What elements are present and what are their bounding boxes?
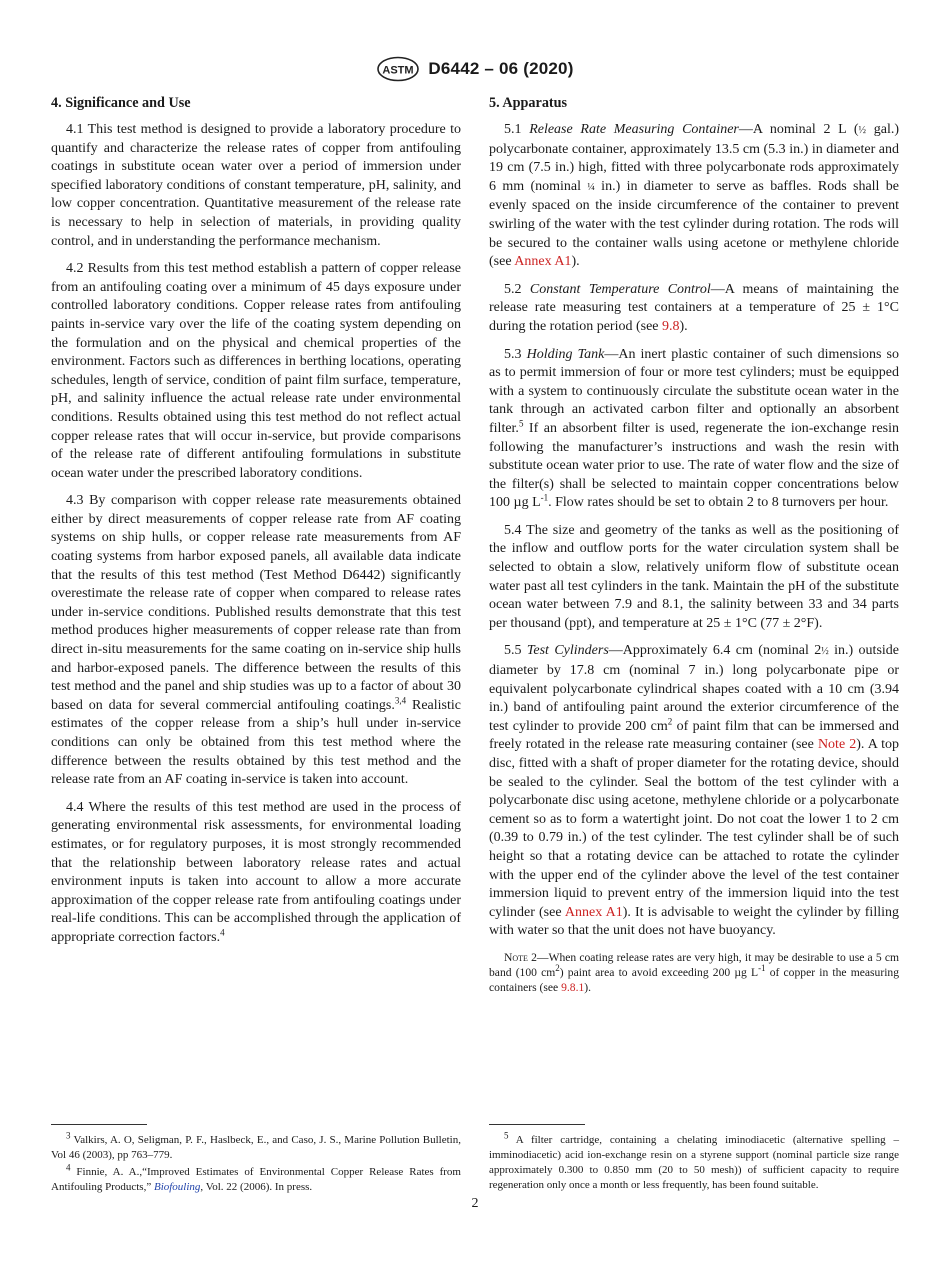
- note-2-link[interactable]: Note 2: [817, 737, 857, 753]
- paragraph-5-1: 5.1 Release Rate Measuring Container—A nominal 2 L (½ gal.) polycarbonate container, approximately 13.5 cm (5.3 in.) in diameter and 19 cm (7.5 in.) high, fitted with three polycarbonate rods approximately 6 mm (nominal ¼ in.) in diameter to serve as baffles. Rods shall be evenly spaced on the inside circumference of the container to prevent swirling of the water with the test cylinder during rotation. The rods will be secured to the container walls using acetone or methylene chloride (see Annex A1).: [489, 122, 899, 270]
- page-number: 2: [471, 1196, 479, 1211]
- paragraph-4-1: 4.1 This test method is designed to provide a laboratory procedure to quantify and characterize the release rates of copper from antifouling coatings in substitute ocean water over a period of immersion under specified laboratory conditions of constant temperature, pH, salinity, and low copper concentration. Quantitative measurement of the release rate is necessary to help in selection of materials, in providing quality control, and in understanding the performance mechanism.: [51, 122, 461, 249]
- footnote-ref-3-4[interactable]: 3,4: [394, 695, 407, 706]
- section-5-heading: 5. Apparatus: [489, 95, 568, 111]
- footnote-ref-4[interactable]: 4: [220, 927, 225, 938]
- paragraph-4-2: 4.2 Results from this test method establish a pattern of copper release from an antifouling coating over a minimum of 45 days exposure under controlled laboratory conditions. Copper release rates from antifouling paints in-service vary over the life of the coating system depending on the formulation and on the physical and chemical properties of the environment. Factors such as differences in berthing locations, operating schedules, length of service, condition of paint film surface, temperature, pH, and salinity influence the actual release rate under environmental conditions. Results obtained using this test method do not reflect actual copper release rates that will occur in-service, but provide comparisons of the release rate of different antifouling formulations in substitute ocean water under the prescribed laboratory conditions.: [51, 261, 461, 481]
- paragraph-5-2: 5.2 Constant Temperature Control—A means of maintaining the release rate measuring test containers at a temperature of 25 ± 1°C during the rotation period (see 9.8).: [489, 281, 900, 334]
- footnote-ref-5[interactable]: 5: [518, 418, 524, 429]
- paragraph-5-3: 5.3 Holding Tank—An inert plastic container of such dimensions so as to permit immersion of four or more test cylinders; must be equipped with a system to continuously circulate the substitute ocean water in the tank through an activated carbon filter and optionally an absorbent filter.$^5$ If an absorbent filter is used, regenerate the ion-exchange resin following the manufacturer’s instructions and wash the resin with substitute ocean water prior to use. The rate of water flow and the size of the filter(s) shall be selected to maintain copper concentrations below 100 µg $L^{-1}$. Flow rates should be set to obtain 2 to 8 turnovers per hour.: [489, 346, 900, 511]
- footnotes-left: [51, 1130, 461, 1197]
- footnote-divider-left: [51, 1124, 147, 1125]
- biofouling-link[interactable]: Biofouling: [153, 1181, 201, 1193]
- annex-a1-link[interactable]: Annex A1: [514, 254, 572, 270]
- right-column: [489, 94, 899, 995]
- page-header: [0, 56, 950, 82]
- section-9-8-link[interactable]: 9.8: [662, 318, 680, 334]
- astm-logo-icon: [376, 56, 420, 82]
- footnote-4: $^4$ Finnie, A. A.,“Improved Estimates of Environmental Copper Release Rates from Antifouling Products,” Biofouling, Vol. 22 (2006). In press.: [51, 1162, 461, 1193]
- note-2: Note 2—When coating release rates are very high, it may be desirable to use a 5 cm band (100 $cm^2$) paint area to avoid exceeding 200 µg $L^{-1}$ of copper in the measuring containers (see 9.8.1).: [489, 950, 900, 994]
- standard-designation: D6442 – 06 (2020): [428, 59, 574, 78]
- footnote-5: $^5$ A filter cartridge, containing a chelating iminodiacetic (alternative spelling – imminodiacetic) acid ion-exchange resin on a styrene support (nominal particle size range approximately 0.300 to 0.850 mm (20 to 50 mesh)) of sufficient capacity to require regeneration only once a month or less frequently, has been found suitable.: [489, 1130, 899, 1191]
- footnote-3: $^3$ Valkirs, A. O, Seligman, P. F., Haslbeck, E., and Caso, J. S., Marine Pollution Bulletin, Vol 46 (2003), pp 763–779.: [51, 1130, 461, 1161]
- paragraph-5-4: 5.4 The size and geometry of the tanks as well as the positioning of the inflow and outflow ports for the water circulation system shall be selected to obtain a slow, relatively uniform flow of substitute ocean water past all test cylinders in the tank. Maintain the pH of the substitute ocean water between 7.9 and 8.1, the salinity between 33 and 34 parts per thousand (ppt), and temperature at 25 ± 1°C (77 ± 2°F).: [489, 522, 899, 631]
- section-4-heading: 4. Significance and Use: [51, 95, 191, 111]
- note-label: Note 2: [504, 950, 537, 964]
- footnotes-right: [489, 1130, 899, 1195]
- annex-a1-link-2[interactable]: Annex A1: [564, 904, 623, 920]
- svg-text:ASTM: ASTM: [382, 64, 414, 77]
- paragraph-4-4: 4.4 Where the results of this test method are used in the process of generating environmental risk assessments, for environmental loading estimates, or for regulatory purposes, it is most strongly recommended that the relationship between laboratory release rates and actual environment inputs is taken into account to allow a more accurate approximation of the copper release rate from antifouling coatings under real-life conditions. This can be accomplished through the application of appropriate correction factors.$^4$: [51, 799, 461, 945]
- paragraph-4-3: 4.3 By comparison with copper release rate measurements obtained either by direct measurements of copper release rate from AF coating systems on ship hulls, or copper release rate measurements from AF coating systems from harbor exposed panels, all available data indicate that the results of this test method (Test Method D6442) significantly overestimate the release rate of copper when compared to release rates under in-service conditions. Published results demonstrate that this test method produces higher measurements of copper release rate than from direct in-situ measurements for the same coating on in-service ship hulls and harbor-exposed panels. The difference between the results of this test method and the panel and ship studies was up to a factor of about 30 based on data for several commercial antifouling coatings.$^{3,4}$ Realistic estimates of the copper release from a ship’s hull under in-service conditions can only be obtained from this test method where the difference between the results obtained by this test method and the release rate from an AF coating in-service is taken into account.: [51, 493, 461, 788]
- footnote-divider-right: [489, 1124, 585, 1125]
- paragraph-5-5: 5.5 Test Cylinders—Approximately 6.4 cm (nominal 2½ in.) outside diameter by 17.8 cm (nominal 7 in.) long polycarbonate pipe or equivalent polycarbonate cylindrical shapes coated with a 10 cm (3.94 in.) band of antifouling paint around the exterior circumference of the test cylinder to provide 200 $cm^2$ of paint film that can be immersed and freely rotated in the release rate measuring container (see Note 2). A top disc, fitted with a shaft of proper diameter for the rotating device, should be sealed to the cylinder. Seal the bottom of the test cylinder with a polycarbonate disc using acetone, methylene chloride or a polycarbonate cement so as to form a watertight joint. Do not coat the lower 1 to 2 cm (0.39 to 0.79 in.) of the test cylinder. The test cylinder shall be of such height so that a rotating device can be attached to rotate the cylinder with the upper end of the cylinder above the level of the test container immersion liquid to prevent entry of the immersion liquid into the test cylinder (see Annex A1). It is advisable to weight the cylinder by filling with water so that the unit does not have buoyancy.: [489, 643, 899, 939]
- left-column: [51, 94, 461, 957]
- section-9-8-1-link[interactable]: 9.8.1: [561, 980, 585, 994]
